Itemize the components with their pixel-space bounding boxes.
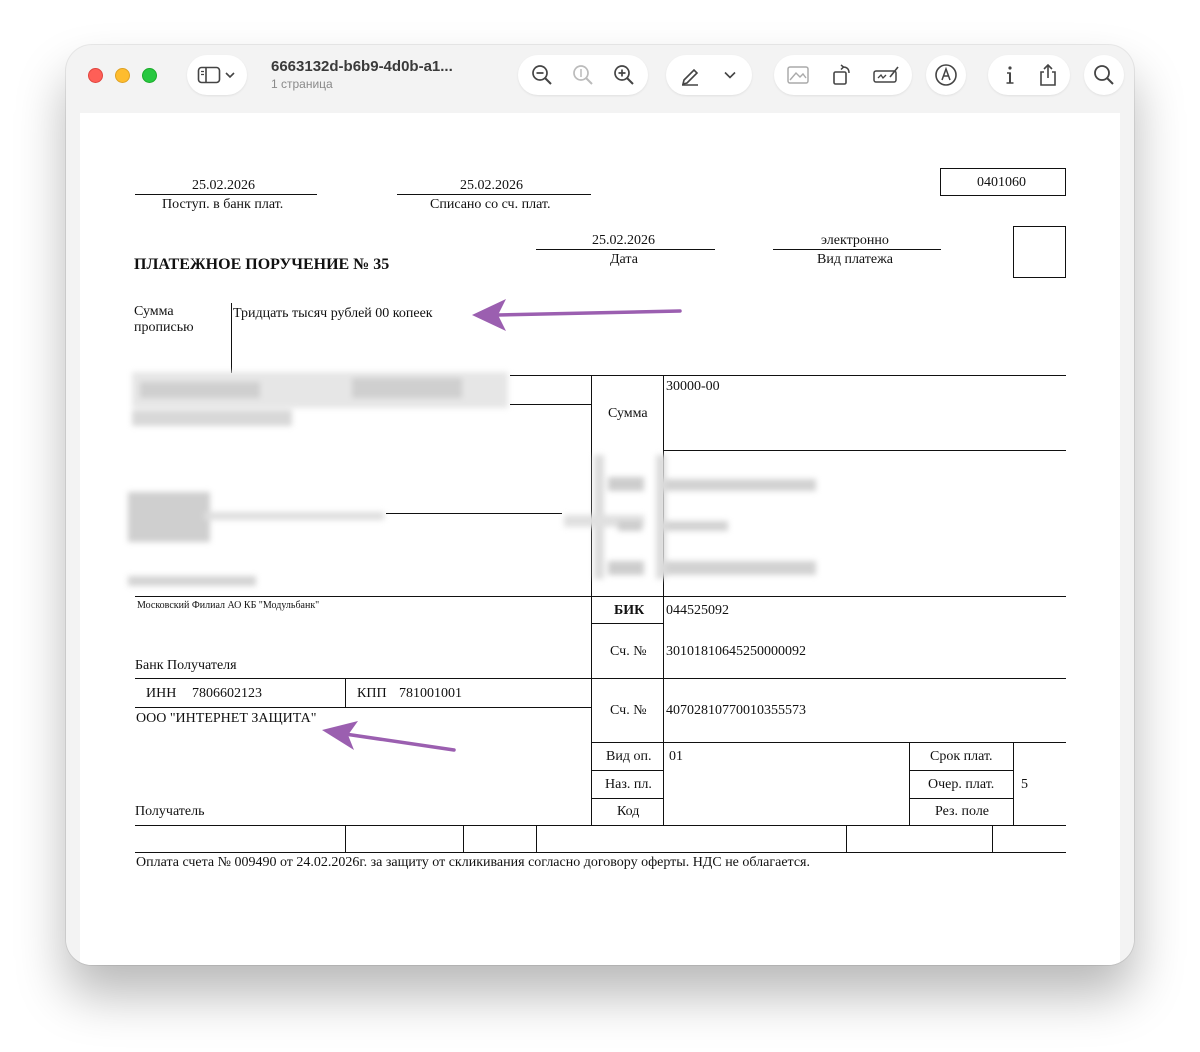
close-button[interactable] — [88, 68, 103, 83]
amount-words: Тридцать тысяч рублей 00 копеек — [233, 306, 433, 321]
minimize-button[interactable] — [115, 68, 130, 83]
label-payment-type: Вид платежа — [817, 252, 894, 267]
markup-chevron-icon[interactable] — [712, 55, 748, 95]
actual-size-icon[interactable] — [565, 55, 601, 95]
image-crop-icon[interactable] — [780, 55, 816, 95]
label-recipient-bank: Банк Получателя — [135, 658, 237, 673]
label-amount-words: Сумма прописью — [134, 304, 194, 335]
label-date: Дата — [610, 252, 638, 267]
share-icon[interactable] — [1030, 55, 1066, 95]
label-acc1: Сч. № — [610, 644, 647, 659]
label-rez: Рез. поле — [935, 804, 990, 819]
document-title: 6663132d-b6b9-4d0b-a1... — [271, 58, 453, 75]
label-received: Поступ. в банк плат. — [162, 197, 284, 212]
date-received: 25.02.2026 — [192, 178, 255, 193]
markup-pen-icon[interactable] — [672, 55, 708, 95]
document-title-heading: ПЛАТЕЖНОЕ ПОРУЧЕНИЕ № 35 — [134, 256, 390, 273]
preview-window — [66, 45, 1134, 965]
titlebar — [66, 45, 1134, 113]
date-debited: 25.02.2026 — [460, 178, 523, 193]
arrow-to-amount-words — [472, 299, 680, 331]
label-ocher: Очер. плат. — [928, 777, 995, 792]
label-amount: Сумма — [608, 406, 648, 421]
amount: 30000-00 — [666, 379, 720, 394]
sidebar-icon[interactable] — [195, 55, 223, 95]
inn: 7806602123 — [192, 686, 262, 701]
label-bik: БИК — [614, 603, 645, 618]
zoom-button[interactable] — [142, 68, 157, 83]
payment-order-page — [80, 113, 1120, 965]
vid-op: 01 — [669, 749, 683, 764]
chevron-down-icon[interactable] — [221, 55, 239, 95]
label-kpp: КПП — [357, 686, 387, 701]
label-acc2: Сч. № — [610, 703, 647, 718]
label-debited: Списано со сч. плат. — [430, 197, 551, 212]
info-icon[interactable] — [992, 55, 1028, 95]
label-recipient: Получатель — [135, 804, 205, 819]
edit-group — [774, 55, 912, 95]
annotation-arrows — [80, 113, 1120, 965]
document-page-count: 1 страница — [271, 77, 333, 91]
acc2: 40702810770010355573 — [666, 703, 806, 718]
label-inn: ИНН — [146, 686, 177, 701]
label-srok: Срок плат. — [930, 749, 993, 764]
date: 25.02.2026 — [592, 233, 655, 248]
sidebar-toggle-group — [187, 55, 247, 95]
label-kod: Код — [617, 804, 640, 819]
annotate-group — [926, 55, 966, 95]
signature-icon[interactable] — [868, 55, 904, 95]
form-code: 0401060 — [977, 175, 1026, 190]
kpp: 781001001 — [399, 686, 462, 701]
recipient-bank-name: Московский Филиал АО КБ "Модульбанк" — [137, 600, 320, 611]
arrow-to-recipient-name — [322, 721, 454, 750]
rotate-icon[interactable] — [824, 55, 860, 95]
payment-purpose: Оплата счета № 009490 от 24.02.2026г. за защиту от скликивания согласно договору оферты. НДС не облагается. — [136, 855, 810, 870]
markup-group — [666, 55, 752, 95]
bik: 044525092 — [666, 603, 729, 618]
acc1: 30101810645250000092 — [666, 644, 806, 659]
payment-type: электронно — [821, 233, 889, 248]
label-naz-pl: Наз. пл. — [605, 777, 652, 792]
info-share-group — [988, 55, 1070, 95]
zoom-out-icon[interactable] — [524, 55, 560, 95]
zoom-in-icon[interactable] — [606, 55, 642, 95]
zoom-group — [518, 55, 648, 95]
ocher: 5 — [1021, 777, 1028, 792]
annotate-icon[interactable] — [928, 55, 964, 95]
label-vid-op: Вид оп. — [606, 749, 652, 764]
search-icon[interactable] — [1086, 55, 1122, 95]
document-viewer[interactable] — [66, 113, 1134, 965]
recipient-name: ООО "ИНТЕРНЕТ ЗАЩИТА" — [136, 711, 317, 726]
search-group — [1084, 55, 1124, 95]
